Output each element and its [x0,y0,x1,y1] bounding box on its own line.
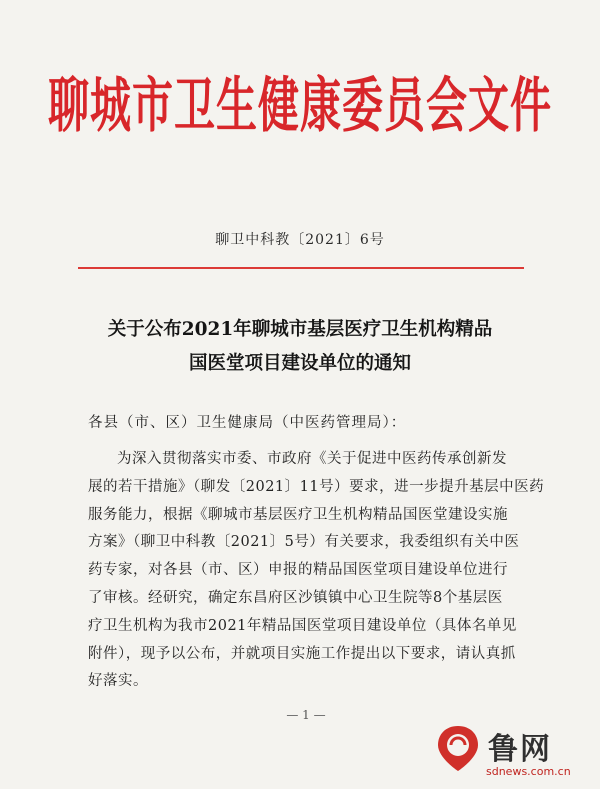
body-line: 好落实。 [88,673,148,690]
watermark-domain: sdnews.com.cn [486,765,571,778]
body-text [88,446,548,696]
body-line: 为深入贯彻落实市委、市政府《关于促进中医药传承创新发 [117,451,507,467]
watermark-brand: 鲁网 [488,732,552,767]
notice-title [0,313,600,381]
body-line: 方案》（聊卫中科教〔2021〕5号）有关要求，我委组织有关中医 [88,534,520,551]
salutation: 各县（市、区）卫生健康局（中医药管理局）： [88,415,407,431]
location-pin-icon [432,722,484,774]
document-number: 聊卫中科教〔2021〕6号 [215,232,385,248]
body-line: 服务能力，根据《聊城市基层医疗卫生机构精品国医堂建设实施 [88,506,508,523]
page-number: — 1 — [286,708,326,722]
notice-title-line: 国医堂项目建设单位的通知 [188,353,411,374]
body-line: 附件），现予以公布，并就项目实施工作提出以下要求，请认真抓 [88,645,516,662]
body-line: 药专家，对各县（市、区）申报的精品国医堂项目建设单位进行 [88,562,508,579]
body-line: 疗卫生机构为我市2021年精品国医堂项目建设单位（具体名单见 [88,617,517,634]
body-line: 了审核。经研究，确定东昌府区沙镇镇中心卫生院等8个基层医 [88,589,503,606]
document-header-title: 聊城市卫生健康委员会文件 [48,71,552,141]
body-line: 展的若干措施》（聊发〔2021〕11号）要求，进一步提升基层中医药 [88,478,545,495]
header-divider [78,267,524,269]
watermark-logo [432,722,592,784]
notice-title-line: 关于公布2021年聊城市基层医疗卫生机构精品 [107,319,493,340]
